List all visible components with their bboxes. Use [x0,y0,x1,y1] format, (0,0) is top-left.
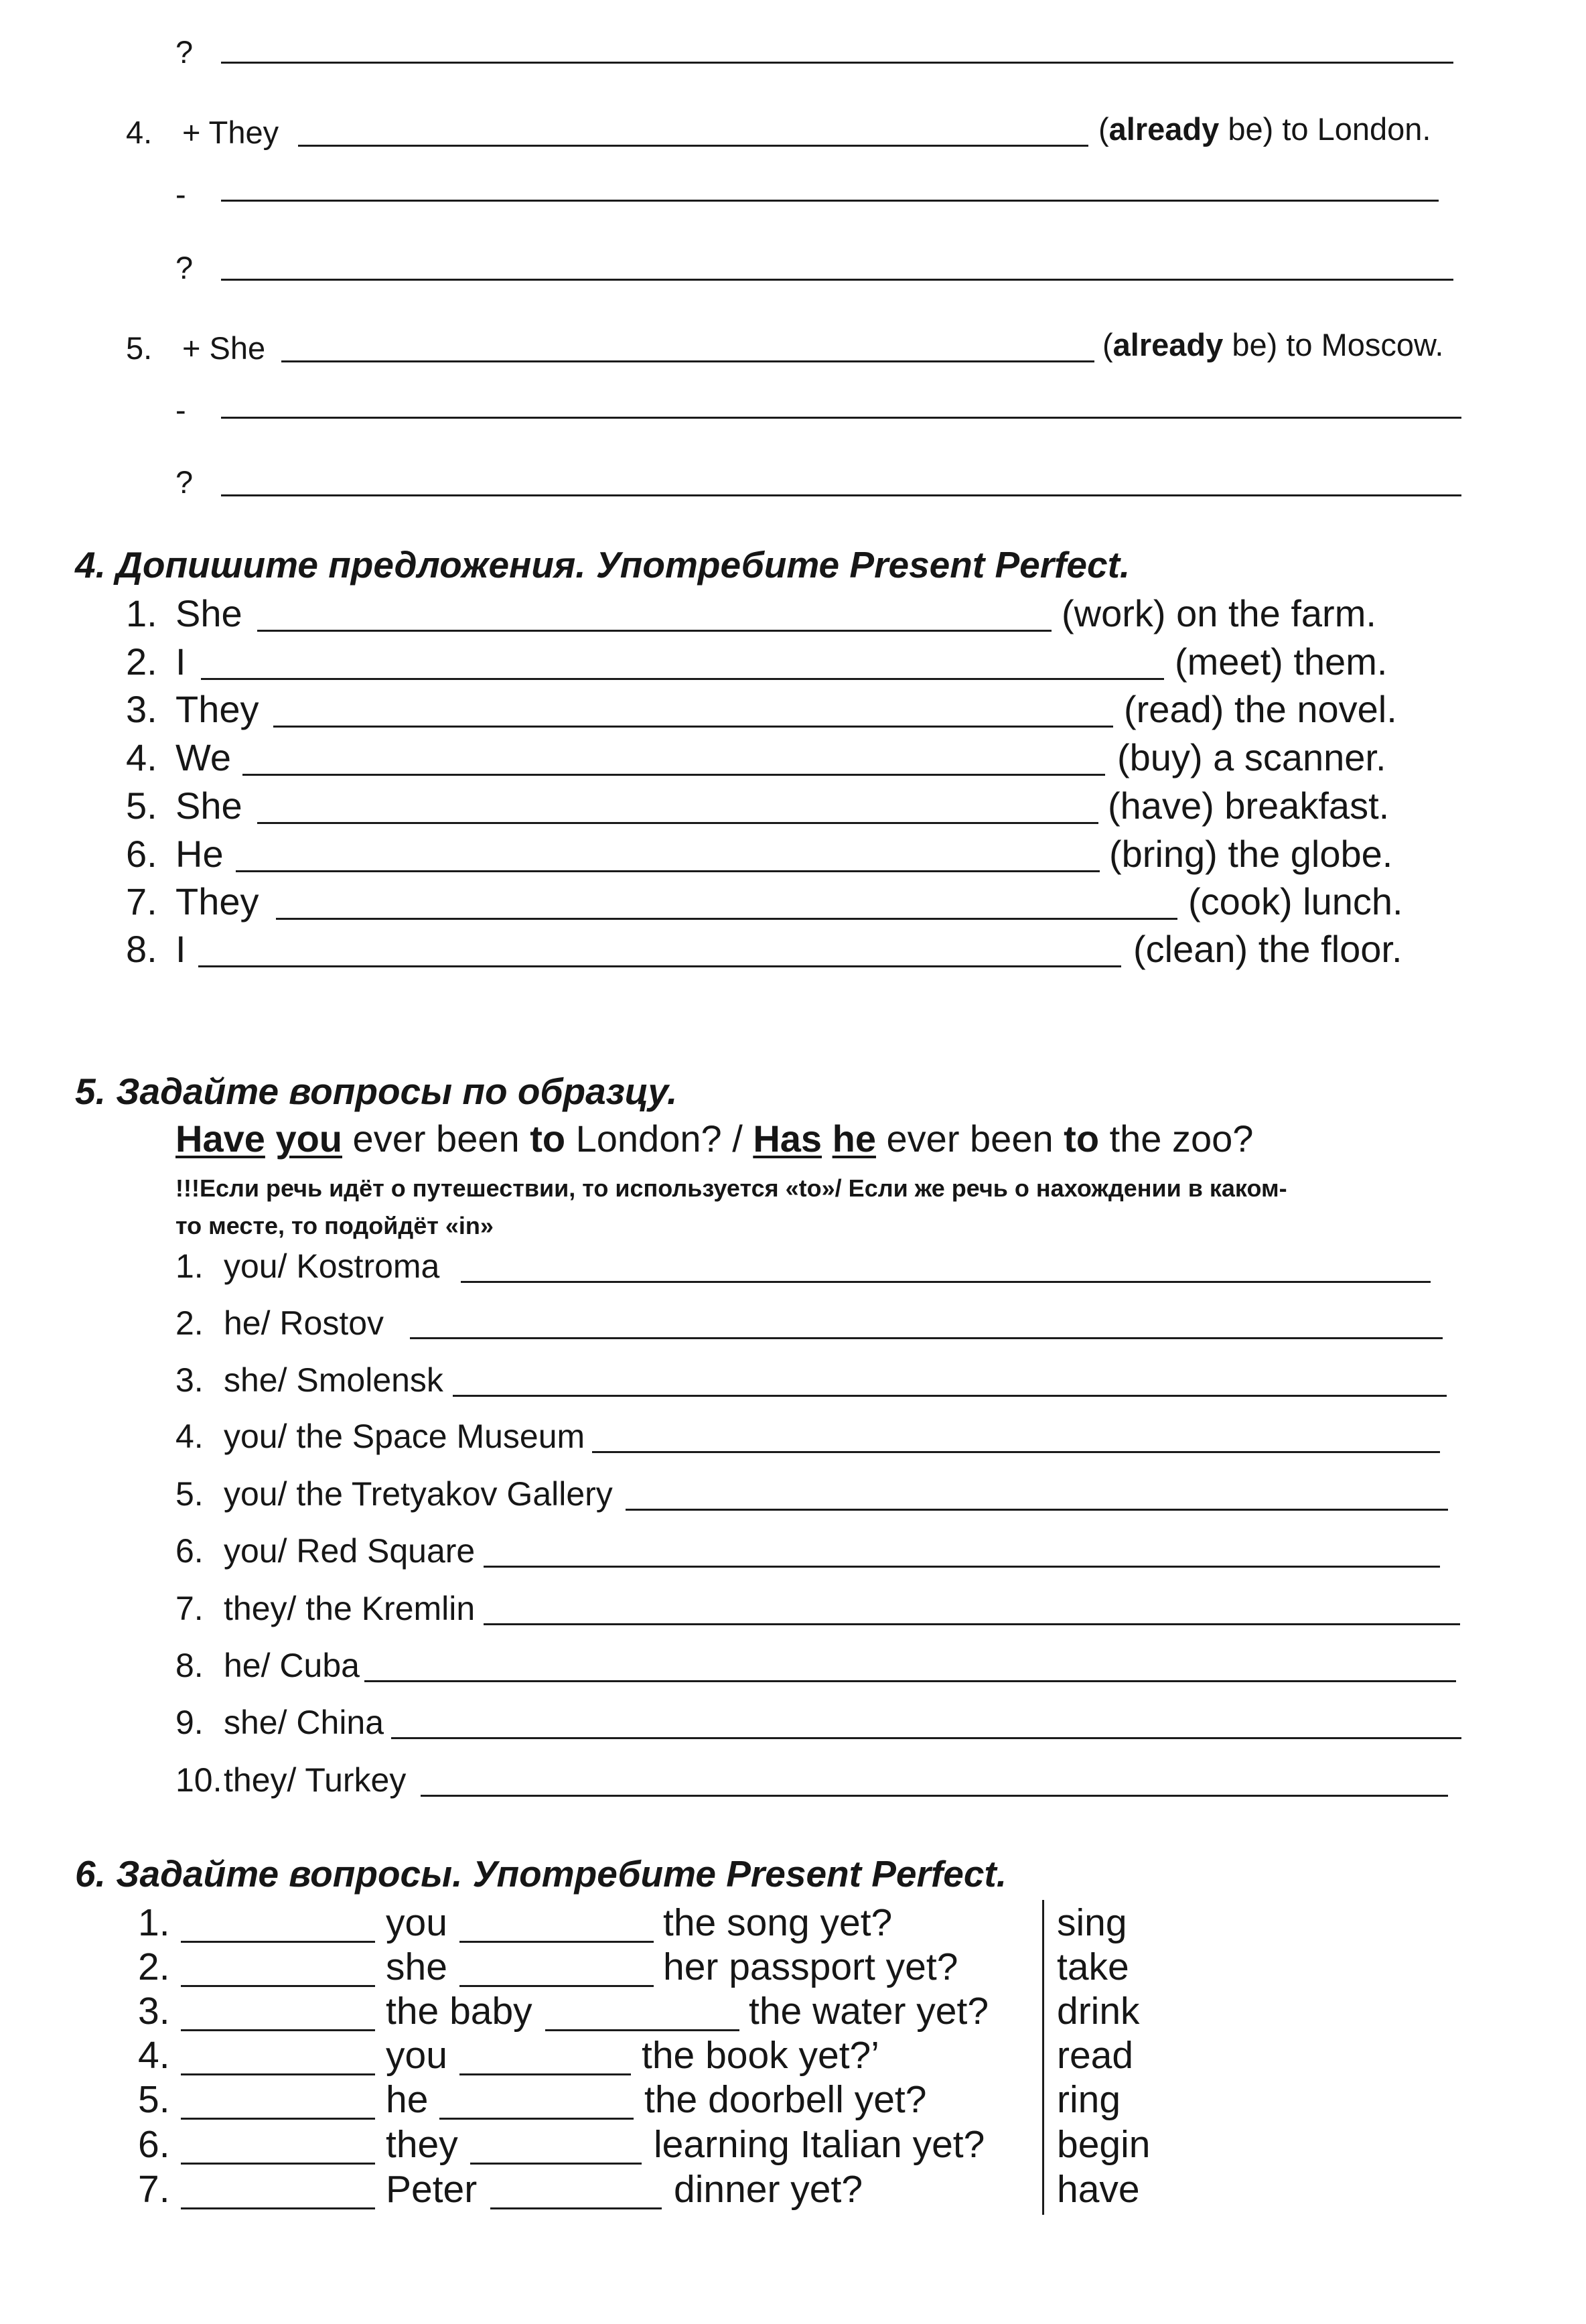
item-number: 7. [138,2168,170,2211]
verb-hint: (buy) a scanner. [1117,736,1386,778]
row-question-mark: ? [175,34,194,70]
item-number: 6. [126,833,157,875]
item-number: 7. [175,1590,204,1627]
hint-bold-word: already [1108,111,1220,147]
answer-line[interactable] [364,1680,1456,1682]
answer-line[interactable] [221,62,1453,64]
answer-line[interactable] [298,145,1088,147]
answer-line[interactable] [592,1451,1440,1453]
answer-line[interactable] [421,1795,1448,1797]
auxiliary-blank[interactable] [181,1985,375,1987]
affirmative-prompt: + They [182,115,279,150]
item-subject: you [386,1901,447,1944]
item-number: 3. [138,1990,170,2033]
item-subject: He [175,833,224,875]
item-subject: She [175,592,242,634]
item-number: 5. [138,2078,170,2121]
item-subject: she [386,1945,447,1988]
item-number: 5. [126,784,157,827]
item-prompt: you/ Kostroma [224,1247,440,1285]
answer-line[interactable] [410,1337,1443,1339]
item-rest: the song yet? [663,1901,893,1944]
answer-line[interactable] [281,360,1094,362]
verb-option: sing [1057,1901,1127,1944]
verb-hint: (already be) to Moscow. [1102,327,1444,362]
answer-line[interactable] [242,774,1105,776]
item-number: 5. [175,1475,204,1513]
auxiliary-blank[interactable] [181,2118,375,2120]
hint-bold-word: already [1112,327,1224,362]
participle-blank[interactable] [459,1985,654,1987]
usage-note-line: то месте, то подойдёт «in» [175,1212,494,1239]
item-subject: I [175,640,186,683]
verb-hint: (meet) them. [1175,640,1388,683]
item-prompt: they/ the Kremlin [224,1590,476,1627]
answer-line[interactable] [484,1623,1460,1625]
answer-line[interactable] [626,1509,1448,1511]
answer-line[interactable] [484,1566,1440,1568]
affirmative-prompt: + She [182,330,266,366]
item-subject: he [386,2078,429,2121]
section-5-heading: 5. Задайте вопросы по образцу. [75,1071,678,1112]
verb-option: ring [1057,2078,1121,2121]
answer-line[interactable] [221,200,1439,202]
item-subject: We [175,736,231,778]
item-number: 3. [175,1361,204,1399]
participle-blank[interactable] [490,2207,662,2209]
auxiliary-blank[interactable] [181,2163,375,2165]
verb-hint: (have) breakfast. [1108,784,1390,827]
item-rest: her passport yet? [663,1945,958,1988]
item-prompt: you/ the Space Museum [224,1418,585,1455]
auxiliary-blank[interactable] [181,2029,375,2031]
verb-hint: (work) on the farm. [1062,592,1376,634]
item-number: 2. [126,640,157,683]
item-subject: you [386,2034,447,2077]
verb-column-divider [1042,1900,1044,2215]
item-rest: dinner yet? [674,2168,863,2211]
section-4-heading: 4. Допишите предложения. Употребите Present Perfect. [75,544,1131,586]
verb-option: take [1057,1945,1129,1988]
answer-line[interactable] [273,726,1113,728]
item-subject: Peter [386,2168,478,2211]
item-prompt: he/ Cuba [224,1647,360,1684]
question-marker: ? [175,464,194,500]
item-number: 1. [175,1247,204,1285]
answer-line[interactable] [461,1281,1431,1283]
item-number: 1. [126,592,157,634]
item-prompt: you/ Red Square [224,1532,476,1570]
item-number: 6. [138,2123,170,2166]
item-prompt: he/ Rostov [224,1304,384,1342]
item-number: 8. [175,1647,204,1684]
item-rest: the doorbell yet? [644,2078,927,2121]
item-number: 5. [126,330,153,366]
section-6-heading: 6. Задайте вопросы. Употребите Present Perfect. [75,1853,1007,1895]
verb-hint: (read) the novel. [1124,688,1397,730]
item-prompt: you/ the Tretyakov Gallery [224,1475,613,1513]
item-number: 2. [138,1945,170,1988]
answer-line[interactable] [276,918,1177,920]
auxiliary-blank[interactable] [181,1941,375,1943]
item-subject: they [386,2123,458,2166]
item-number: 6. [175,1532,204,1570]
answer-line[interactable] [257,822,1098,824]
negative-marker: - [175,176,186,212]
item-rest: learning Italian yet? [654,2123,985,2166]
item-subject: the baby [386,1990,532,2033]
item-number: 8. [126,928,157,970]
item-prompt: she/ China [224,1704,384,1741]
auxiliary-blank[interactable] [181,2207,375,2209]
item-rest: the book yet?’ [642,2034,879,2077]
item-number: 4. [175,1418,204,1455]
verb-hint: (bring) the globe. [1109,833,1393,875]
answer-line[interactable] [201,678,1164,680]
item-number: 9. [175,1704,204,1741]
verb-hint: (cook) lunch. [1188,880,1403,922]
item-number: 7. [126,880,157,922]
item-rest: the water yet? [749,1990,989,2033]
answer-line[interactable] [453,1395,1447,1397]
verb-option: begin [1057,2123,1151,2166]
item-prompt: she/ Smolensk [224,1361,443,1399]
item-number: 1. [138,1901,170,1944]
verb-option: have [1057,2168,1140,2211]
answer-line[interactable] [221,279,1453,281]
question-marker: ? [175,250,194,285]
verb-hint: (clean) the floor. [1133,928,1402,970]
participle-blank[interactable] [439,2118,634,2120]
item-prompt: they/ Turkey [224,1761,407,1799]
participle-blank[interactable] [545,2029,739,2031]
participle-blank[interactable] [470,2163,642,2165]
example-sentence: Have you ever been to London? / Has he ever been to the zoo? [175,1117,1254,1160]
participle-blank[interactable] [459,2073,631,2075]
item-subject: They [175,688,259,730]
answer-line[interactable] [391,1737,1461,1739]
verb-option: drink [1057,1990,1140,2033]
verb-option: read [1057,2034,1134,2077]
item-number: 4. [126,736,157,778]
answer-line[interactable] [221,417,1461,419]
item-subject: She [175,784,242,827]
verb-hint: (already be) to London. [1098,111,1431,147]
item-number: 3. [126,688,157,730]
answer-line[interactable] [257,630,1052,632]
negative-marker: - [175,392,186,427]
item-subject: I [175,928,186,970]
item-subject: They [175,880,259,922]
usage-note-line: !!!Если речь идёт о путешествии, то используется «to»/ Если же речь о нахождении в каком- [175,1174,1287,1202]
item-number: 2. [175,1304,204,1342]
item-number: 10. [175,1761,222,1799]
answer-line[interactable] [198,965,1121,967]
answer-line[interactable] [221,494,1461,496]
answer-line[interactable] [236,870,1100,872]
item-number: 4. [126,115,153,150]
item-number: 4. [138,2034,170,2077]
participle-blank[interactable] [459,1941,654,1943]
auxiliary-blank[interactable] [181,2073,375,2075]
